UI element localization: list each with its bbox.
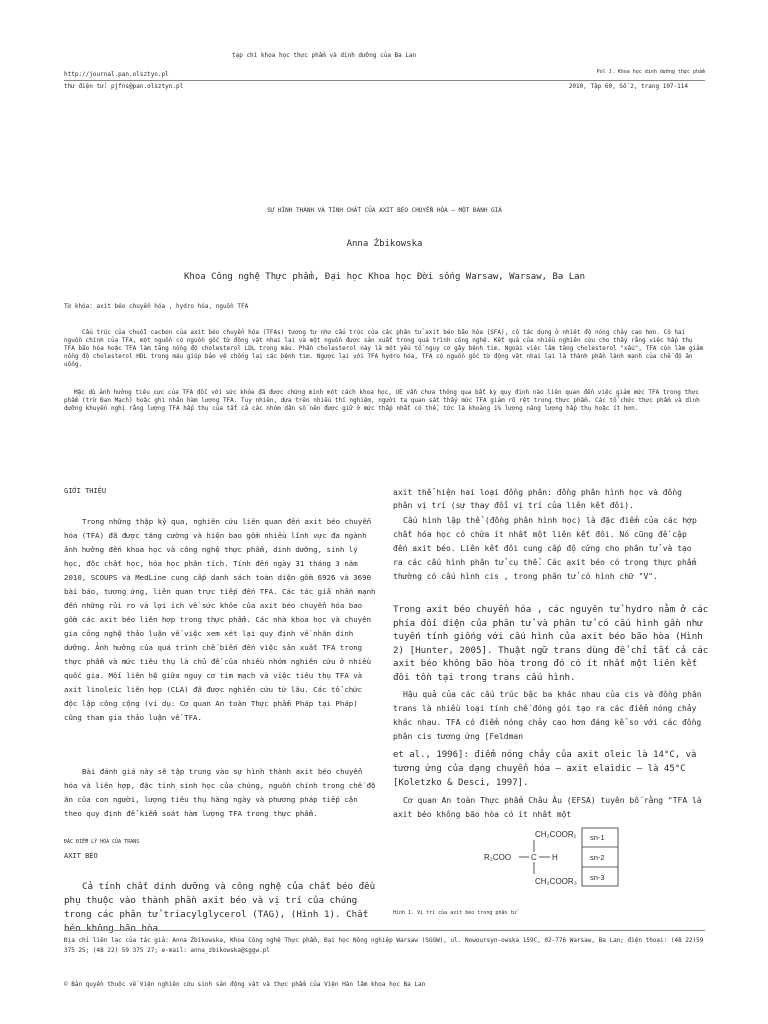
- body-paragraph-3: Cả tính chất dinh dưỡng và công nghệ của chất béo đều phụ thuộc vào thành phần axit béo và vị trí của chúng trong các phân tử triacylglycerol (TAG), (Hình 1). Chất béo không bão hòa: [64, 881, 376, 934]
- abstract-paragraph-2: Mặc dù ảnh hưởng tiêu cực của TFA đối với sức khỏe đã được chứng minh một cách khoa học, UE vẫn chưa thông qua bất kỳ quy định nào liên quan đến việc giảm mức TFA trong thực phẩm (trừ Đan Mạch) hoặc ghi nhãn hàm lượng TFA. Tuy nhiên, dựa trên nhiều thí nghiệm, người ta quan sát thấy mức TFA giảm rõ rệt trong thực phẩm. Các tổ chức thực phẩm và dinh dưỡng khuyến nghị rằng lượng TFA hấp thụ của tất cả các nhóm dân số nên được giữ ở mức thấp nhất có thể, tức là khoảng 1% lượng năng lượng hấp thụ hoặc ít hơn.: [64, 389, 700, 412]
- figure-central-carbon: C: [531, 853, 537, 862]
- journal-short-name: Pol J. Khoa học dinh dưỡng thực phẩm: [596, 69, 705, 75]
- right-paragraph-5: et al., 1996]: điểm nóng chảy của axit oleic là 14°C, và tương ứng của dạng chuyển hóa – axit elaidic – là 45°C [Koletzko & Desci, 1997].: [393, 750, 697, 788]
- figure-sn2-label: sn-2: [590, 853, 605, 862]
- figure-mid-left-group: R₂COO: [484, 853, 512, 862]
- header-rule: [64, 80, 705, 81]
- journal-title: tạp chí khoa học thực phẩm và dinh dưỡng của Ba Lan: [232, 52, 417, 59]
- right-paragraph-3: Trong axit béo chuyển hóa , các nguyên tử hydro nằm ở các phía đối diện của phân tử và phân tử có cấu hình gần như tuyến tính giống với cấu hình của axit béo bão hòa (Hình 2) [Hunter, 2005]. Thuật ngữ trans dùng để chỉ tất cả các axit béo không bão hòa trong đó có ít nhất một liên kết đôi tồn tại trong trans cấu hình.: [393, 604, 709, 683]
- right-paragraph-6: Cơ quan An toàn Thực phẩm Châu Âu (EFSA) tuyên bố rằng "TFA là axit béo không bão hòa có ít nhất một: [393, 796, 702, 819]
- figure-sn1-label: sn-1: [590, 833, 605, 842]
- footer-contact: Địa chỉ liên lạc của tác giả: Anna Żbikowska, Khoa Công nghệ Thực phẩm, Đại học Nông nghiệp Warsaw (SGGW), ul. Nowoursyn-owska 159C, 02-776 Warsaw, Ba Lan; điện thoại: (48 22)59 375 25; (48 22) 59 375 27; e-mail: anna_zbikowska@sggw.pl: [64, 937, 704, 954]
- figure-bottom-group: CH₂COOR₃: [535, 877, 577, 886]
- keywords: Từ khóa: axit béo chuyển hóa , hydro hóa, nguồn TFA: [64, 303, 249, 310]
- section-label: ĐẶC ĐIỂM LÝ HÓA CỦA TRANS: [64, 839, 140, 845]
- figure-hydrogen: H: [552, 853, 558, 862]
- triacylglycerol-figure: [482, 826, 622, 890]
- figure-sn3-label: sn-3: [590, 873, 605, 882]
- intro-paragraph-2: Bài đánh giá này sẽ tập trung vào sự hình thành axit béo chuyển hóa và liên hợp, đặc tính sinh học của chúng, nguồn chính trong chế độ ăn của con người, lượng tiêu thụ hàng ngày và phương pháp tiếp cận theo quy định để kiểm soát hàm lượng TFA trong thực phẩm.: [64, 767, 376, 818]
- article-title: SỰ HÌNH THÀNH VÀ TÍNH CHẤT CỦA AXIT BÉO CHUYỂN HÓA – MỘT ĐÁNH GIÁ: [267, 207, 502, 214]
- right-paragraph-2: Cấu hình lập thể (đồng phân hình học) là đặc điểm của các hợp chất hóa học có chứa ít nhất một liên kết đôi. Nó cũng đề cập đến axit béo. Liên kết đôi cung cấp độ cứng cho phân tử và tạo ra các cấu hình phân tử cụ thể. Các axit béo có trong thực phẩm thường có cấu hình cis , trong phân tử có hình chữ "V".: [393, 516, 697, 581]
- figure-caption: Hình 1. Vị trí của axit béo trong phân tử: [393, 910, 517, 916]
- section-heading: AXIT BÉO: [64, 852, 98, 860]
- right-paragraph-1: axit thể hiện hai loại đồng phân: đồng phân hình học và đồng phân vị trí (sự thay đổi vị trí của liên kết đôi).: [393, 488, 682, 510]
- intro-paragraph-1: Trong những thập kỷ qua, nghiên cứu liên quan đến axit béo chuyển hóa (TFA) đã được tăng cường và hiện bao gồm nhiều lĩnh vực đa ngành ảnh hưởng đến khoa học và công nghệ thực phẩm, dinh dưỡng, sinh lý học, độc chất học, hóa học phân tích. Tính đến ngày 31 tháng 3 năm 2010, SCOUPS và MedLine cung cấp danh sách toàn diện gồm 6926 và 3690 bài báo, tương ứng, liên quan trực tiếp đến TFA. Các tác giả nhấn mạnh đến những rủi ro và lợi ích về sức khỏe của axit béo chuyển hóa bao gồm các axit béo liên hợp trong thực phẩm. Các nhà khoa học và chuyên gia công nghệ thảo luận về việc xem xét lại quy định về nhãn dinh dưỡng. Ảnh hưởng của quá trình chế biến đến việc sản xuất TFA trong thực phẩm và mức tiêu thụ là chủ đề của nhiều nhóm nghiên cứu ở nhiều quốc gia. Mối liên hệ giữa nguy cơ tim mạch và việc tiêu thụ TFA và axit linoleic liên hợp (CLA) đã được nghiên cứu từ lâu. Các tổ chức độc lập công cộng (ví dụ: Cơ quan An toàn Thực phẩm Pháp tại Pháp) cũng tham gia thảo luận về TFA.: [64, 517, 376, 722]
- article-affiliation: Khoa Công nghệ Thực phẩm, Đại học Khoa học Đời sống Warsaw, Warsaw, Ba Lan: [184, 272, 585, 282]
- journal-url[interactable]: http://journal.pan.olsztyn.pl: [64, 71, 169, 78]
- right-paragraph-4: Hậu quả của các cấu trúc bậc ba khác nhau của cis và đồng phân trans là nhiều loại tính chế đóng gói tạo ra các điểm nóng chảy khác nhau. TFA có điểm nóng chảy cao hơn đáng kể so với các đồng phân cis tương ứng [Feldman: [393, 690, 702, 741]
- journal-email[interactable]: thư điện tử: pjfns@pan.olsztyn.pl: [64, 83, 184, 90]
- figure-top-group: CH₂COOR₁: [535, 830, 577, 839]
- article-author: Anna Żbikowska: [346, 239, 423, 249]
- abstract-paragraph-1: Cấu trúc của chuỗi cacbon của axit béo chuyển hóa (TFAs) tương tự như cấu trúc của các phân tử axit béo bão hòa (SFA), có tác dụng ở nhiệt độ nóng chảy cao hơn. Có hai nguồn chính của TFA, một nguồn có nguồn gốc từ động vật nhai lại và một nguồn được sản xuất trong quá trình công nghệ. Kết quả của nhiều nghiên cứu cho thấy rằng việc hấp thụ TFA bão hòa hoặc TFA làm tăng nồng độ cholesterol LDL trong máu. Phần cholesterol này là một yếu tố nguy cơ gây bệnh tim. Ngoài việc làm tăng cholesterol "xấu", TFA còn làm giảm nồng độ cholesterol HDL trong máu giúp bảo vệ chống lại các bệnh tim. Ngược lại với TFA hydro hóa, TFA có nguồn gốc từ động vật nhai lại là thành phần lành mạnh của chế độ ăn uống.: [64, 329, 704, 368]
- journal-volume: 2010, Tập 60, Số 2, trang 107-114: [568, 83, 688, 90]
- intro-heading: GIỚI THIỆU: [64, 487, 107, 495]
- footer-rule: [64, 930, 705, 931]
- footer-copyright: © Bản quyền thuộc về Viện nghiên cứu sinh sản động vật và thực phẩm của Viện Hàn lâm khoa học Ba Lan: [64, 981, 426, 988]
